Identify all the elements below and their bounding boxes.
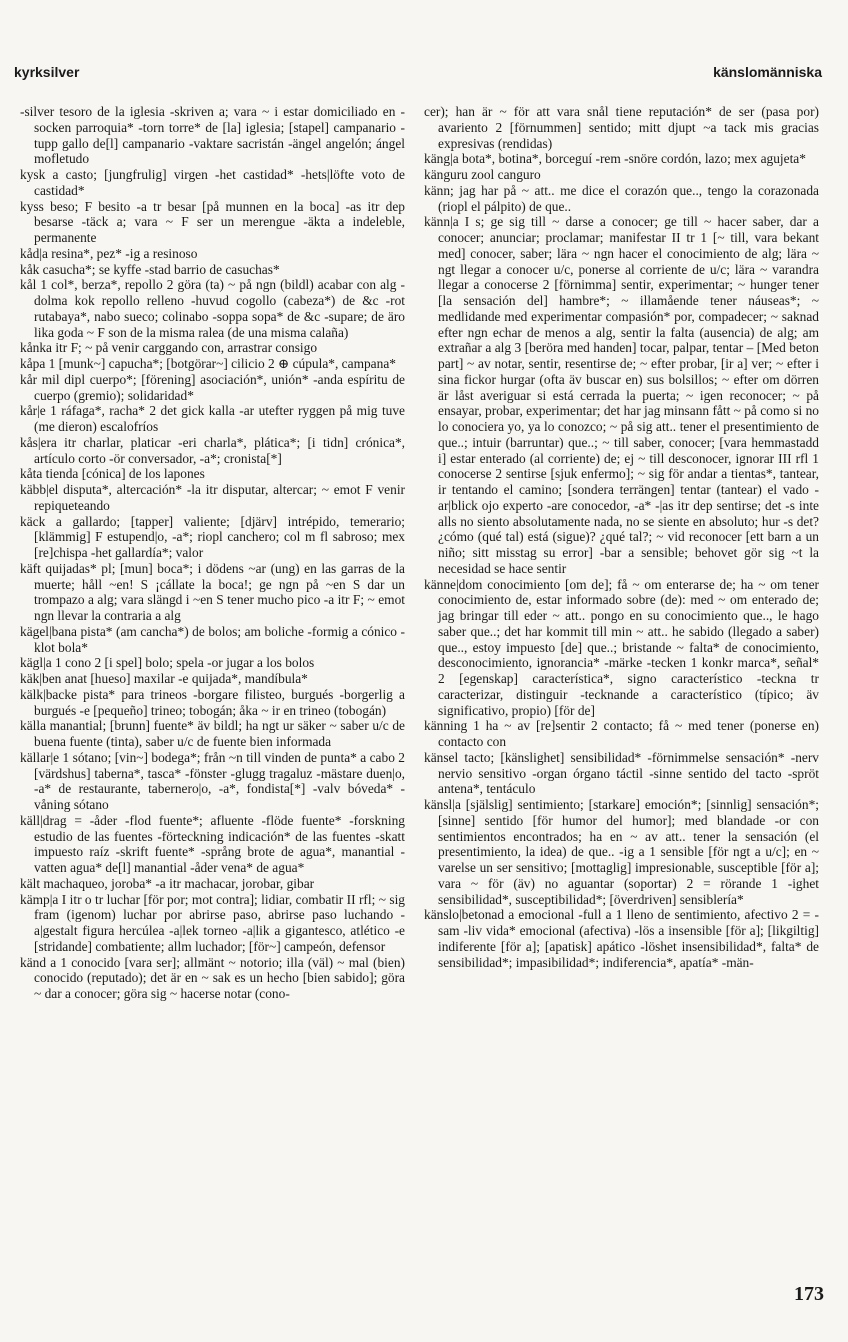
- dictionary-entry: kägel|bana pista* (am cancha*) de bolos; am boliche -formig a cónico -klot bola*: [20, 623, 405, 655]
- dictionary-entry: kälk|backe pista* para trineos -borgare filisteo, burgués -borgerlig a burgués -e [pequeño] trineo; tobogán; åka ~ ir en trineo (tobogán): [20, 686, 405, 718]
- dictionary-entry: känslo|betonad a emocional -full a 1 lleno de sentimiento, afectivo 2 = -sam -liv vida* emocional (afectiva) -lös a insensible [för a]; [likgiltig] indiferente [för a]; [apatisk] apático -löshet insensibilidad*, falta* de sensibilidad*; impasibilidad*; indiferencia*, apatía* -män-: [424, 907, 819, 970]
- dictionary-entry: cer); han är ~ för att vara snål tiene reputación* de ser (pasa por) avariento 2 [förnummen] sentido; mitt djupt ~a tack mis gracias expresivas (rendidas): [424, 104, 819, 151]
- dictionary-entry: känning 1 ha ~ av [re]sentir 2 contacto; få ~ med tener (ponerse en) contacto con: [424, 718, 819, 749]
- dictionary-entry: känguru zool canguro: [424, 167, 541, 182]
- dictionary-entry: kägl|a 1 cono 2 [i spel] bolo; spela -or jugar a los bolos: [20, 655, 315, 671]
- dictionary-entry: känn|a I s; ge sig till ~ darse a conocer; ge till ~ hacer saber, dar a conocer; anunciar; proclamar; manifestar II tr 1 [~ till, vara bekant med] conocer, saber; lära ~ ngn hacer el conocimiento de alg; lära ~ ngt llegar a conocer u/c, ponerse al corriente de u/c; lära ~ varandra llegar a conocerse 2 [förnimma] sentir, experimentar; ~ hunger tener [la sensación del] hambre*; ~ illamående tener náuseas*; ~ medlidande med experimentar compasión* por, compadecer; ~ saknad efter ngn echar de menos a alg, sentir la falta (ausencia) de alg; am extrañar a alg 3 [beröra med handen] tocar, palpar, tentar – [Med beton part] ~ av notar, sentir, resentirse de; ~ efter probar, [ir a] ver; ~ efter i sina fickor hurgar (ofta äv buscar en) sus bolsillos; ~ efter om dörren är låst averiguar si está cerrada la puerta; ~ igen reconocer; ~ på ensayar, probar, experimentar; det har jag minsann fått ~ på como si no lo conociera yo, ya lo conozco; ~ på sig att.. tener el presentimiento de que..; intuir (barruntar) que..; ~ till saber, conocer; [vara hemmastadd i] estar enterado (al corriente) de; ej ~ till desconocer, ignorar III rfl 1 conocerse 2 sentirse [sjuk enfermo]; ~ sig för andar a tientas*, tantear, ir tentando el camino; [sondera terrängen] tentar (tantear) el vado -ar|blick ojo experto -are conocedor, -a* -|as itr dep sentirse; det -s inte alls no siento absolutamente nada, no se siente en absoluto; hur -s det? ¿cómo (qué tal) está (sigue)? ¿qué tal?; ~ vid reconocer [ett barn a un niño; sitt misstag su error] -bar a sensible; behovet gör sig ~t la necesidad se hace sentir: [424, 214, 819, 576]
- right-column: [424, 104, 819, 1279]
- right-guide-word: känslomänniska: [713, 64, 822, 80]
- dictionary-entry: kält machaqueo, joroba* -a itr machacar, jorobar, gibar: [20, 875, 315, 891]
- dictionary-entry: källa manantial; [brunn] fuente* äv bildl; ha ngt ur säker ~ saber u/c de buena fuente (tinta), saber u/c de fuente bien informada: [20, 718, 405, 749]
- dictionary-entry: kåta tienda [cónica] de los lapones: [20, 466, 205, 482]
- dictionary-entry: kår mil dipl cuerpo*; [förening] asociación*, unión* -anda espíritu de cuerpo (gremio); solidaridad*: [20, 371, 405, 403]
- dictionary-entry: kämp|a I itr o tr luchar [för por; mot contra]; lidiar, combatir II rfl; ~ sig fram (igenom) luchar por abrirse paso, abrirse paso luchando -a|gestalt figura hercúlea -a|lek torneo -a|lik a gigantesco, atlético -e [stridande] combatiente; allm luchador; [för~] campeón, defensor: [20, 891, 405, 954]
- dictionary-entry: känd a 1 conocido [vara ser]; allmänt ~ notorio; illa (väl) ~ mal (bien) conocido (reputado); det är en ~ sak es un hecho [bien sabido]; göra ~ dar a conocer; göra sig ~ hacerse notar (cono-: [20, 954, 405, 1001]
- dictionary-entry: kål 1 col*, berza*, repollo 2 göra (ta) ~ på ngn (bildl) acabar con alg -dolma kok repollo relleno -huvud cogollo (cabeza*) de &c -rot rutabaya*, nabo sueco; colinabo -soppa sopa* de &c -supare; de äro lika goda ~ F son de la misma ralea (de una misma calaña): [20, 277, 405, 340]
- page-number: 173: [794, 1283, 824, 1305]
- dictionary-entry: källar|e 1 sótano; [vin~] bodega*; från ~n till vinden de punta* a cabo 2 [värdshus] taberna*, tasca* -fönster -glugg tragaluz -mästare duen|o, -a* de restaurante, tabernero|o, -a*, fondista[*] -valv bóveda* -våning sótano: [20, 749, 405, 812]
- dictionary-entry: kysk a casto; [jungfrulig] virgen -het castidad* -hets|löfte voto de castidad*: [20, 167, 405, 198]
- dictionary-entry: käbb|el disputa*, altercación* -la itr disputar, altercar; ~ emot F venir repiqueteando: [20, 482, 405, 513]
- dictionary-entry: känn; jag har på ~ att.. me dice el corazón que.., tengo la corazonada (riopl el pálpito) de que..: [424, 182, 819, 214]
- dictionary-entry: -silver tesoro de la iglesia -skriven a; vara ~ i estar domiciliado en -socken parroquia* -torn torre* de [la] iglesia; [stapel] campanario -tupp gallo de[l] campanario -vaktare sacristán -ängel angelón; ángel mofletudo: [20, 104, 405, 167]
- dictionary-entry: kåpa 1 [munk~] capucha*; [botgörar~] cilicio 2 ⊕ cúpula*, campana*: [20, 356, 396, 371]
- dictionary-entry: kåk casucha*; se kyffe -stad barrio de casuchas*: [20, 261, 280, 277]
- left-column: [20, 104, 405, 1279]
- dictionary-entry: känsel tacto; [känslighet] sensibilidad* -förnimmelse sensación* -nerv nervio sensitivo -organ órgano táctil -sinne sentido del tacto -spröt antena*, tentáculo: [424, 749, 819, 797]
- dictionary-entry: käk|ben anat [hueso] maxilar -e quijada*, mandíbula*: [20, 671, 308, 686]
- dictionary-entry: käft quijadas* pl; [mun] boca*; i dödens ~ar (ung) en las garras de la muerte; håll ~en! S ¡cállate la boca!; ge ngn på ~en S dar un trompazo a alg; vara slängd i ~en S tener mucho pico -a itr F; ~ emot ngn llevar la contraria a alg: [20, 560, 405, 623]
- left-guide-word: kyrksilver: [14, 64, 80, 80]
- dictionary-entry: käll|drag = -åder -flod fuente*; afluente -flöde fuente* -forskning estudio de las fuentes -förteckning indicación* de las fuentes -skatt impuesto raíz -skrift fuente* -språng brote de agua*, manantial -vatten agua* de[l] manantial -åder vena* de agua*: [20, 812, 405, 875]
- dictionary-entry: kånka itr F; ~ på venir carggando con, arrastrar consigo: [20, 340, 318, 356]
- dictionary-entry: käng|a bota*, botina*, borceguí -rem -snöre cordón, lazo; mex agujeta*: [424, 151, 806, 167]
- dictionary-entry: känsl|a [själslig] sentimiento; [starkare] emoción*; [sinnlig] sensación*; [sinne] sentido [för humor del humor]; med blandade -or con sentimientos encontrados; ha en ~ av att.. tener la sensación (el presentimiento, la idea) de que.. -ig a 1 sensible [för ngt a u/c]; en ~ varelse un ser sensitivo; [mottaglig] impresionable, susceptible [för a]; vara ~ för (äv) no aguantar (soportar) 2 = rörande 1 -ighet sensibilidad*, susceptibilidad*; [överdriven] sensiblería*: [424, 797, 819, 907]
- dictionary-entry: kår|e 1 ráfaga*, racha* 2 det gick kalla -ar utefter ryggen på mig tuve (me dieron) escalofríos: [20, 403, 405, 434]
- dictionary-entry: kåd|a resina*, pez* -ig a resinoso: [20, 245, 198, 261]
- dictionary-entry: kyss beso; F besito -a tr besar [på munnen en la boca] -as itr dep besarse -täck a; vara ~ F ser un merengue -äkta a indeleble, permanente: [20, 198, 405, 245]
- dictionary-entry: käck a gallardo; [tapper] valiente; [djärv] intrépido, temerario; [klämmig] F estupend|o, -a*; riopl canchero; col m fl sabroso; mex [re]chispa -het gallardía*; valor: [20, 513, 405, 560]
- dictionary-entry: känne|dom conocimiento [om de]; få ~ om enterarse de; ha ~ om tener conocimiento de, estar informado sobre (de): med ~ om enterado de; jag bringar till eder ~ att.. pongo en su conocimiento que.., le hago saber que..; det har kommit till min ~ att.. he sabido (llegado a saber) que.., estoy impuesto [de] que..; bristande ~ falta* de conocimiento, desconocimiento, ignorancia* -märke -tecken 1 konkr marca*, señal* 2 [egenskap] característica*, signo característico -teckna tr caracterizar, distinguir -tecknande a característico (típico; äv significativo, propio) [för de]: [424, 576, 819, 718]
- dictionary-entry: kås|era itr charlar, platicar -eri charla*, plática*; [i tidn] crónica*, artículo corto -ör conversador, -a*; cronista[*]: [20, 434, 405, 466]
